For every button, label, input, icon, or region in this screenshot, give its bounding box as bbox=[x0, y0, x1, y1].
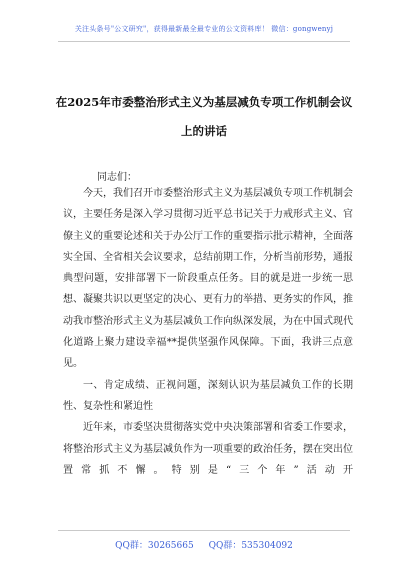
footer-divider bbox=[58, 530, 350, 531]
footer-qq-group-1: QQ群：30265665 bbox=[115, 541, 194, 551]
document-body bbox=[63, 183, 353, 481]
section-heading-1: 一、肯定成绩、正视问题，深刻认识为基层减负工作的长期性、复杂性和紧迫性 bbox=[63, 379, 353, 412]
document-title-line-1: 在2025年市委整治形式主义为基层减负专项工作机制会议 bbox=[55, 95, 353, 109]
greeting: 同志们： bbox=[97, 172, 137, 183]
footer-qq-group-2: QQ群：535304092 bbox=[208, 541, 293, 551]
footer bbox=[0, 538, 408, 551]
document-title-line-2: 上的讲话 bbox=[181, 124, 227, 138]
header-divider bbox=[58, 41, 350, 42]
header-note: 关注头条号"公文研究"，获得最新最全最专业的公文资料库！ 微信：gongwenyj bbox=[74, 25, 334, 33]
paragraph-1: 今天，我们召开市委整治形式主义为基层减负专项工作机制会议，主要任务是深入学习贯彻习近平总书记关于力戒形式主义、官僚主义的重要论述和关于办公厅工作的重要指示批示精神，全面落实全国、全省相关会议要求，总结前期工作，分析当前形势，通报典型问题，安排部署下一阶段重点任务。目的就是进一步统一思想、凝聚共识以更坚定的决心、更有力的举措、更务实的作风，推动我市整治形式主义为基层减负工作向纵深发展，为在中国式现代化道路上聚力建设幸福**提供坚强作风保障。下面，我讲三点意见。 bbox=[63, 188, 353, 370]
paragraph-2: 近年来，市委坚决贯彻落实党中央决策部署和省委工作要求，将整治形式主义为基层减负作为一项重要的政治任务，摆在突出位置常抓不懈。特别是“三个年”活动开 bbox=[63, 422, 353, 476]
